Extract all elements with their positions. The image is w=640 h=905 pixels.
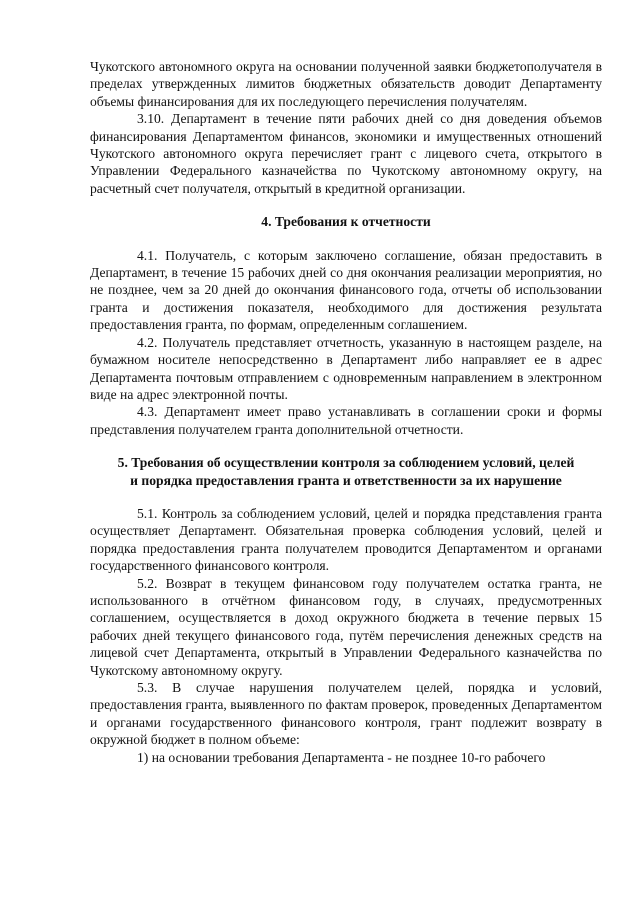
paragraph-continuation: Чукотского автономного округа на основании полученной заявки бюджетополучателя в пределах утвержденных лимитов бюджетных обязательств доводит Департаменту объемы финансирования для их последующего перечисления получателям. bbox=[90, 59, 602, 109]
paragraph-5-2: 5.2. Возврат в текущем финансовом году получателем остатка гранта, не использованного в отчётном финансовом году, в случаях, предусмотренных соглашением, осуществляется в доход окружного бюджета в течение первых 15 рабочих дней текущего финансового года, путём перечисления денежных средств на лицевой счет Департамента, открытый в Управлении Федерального казначейства по Чукотскому автономному округу. bbox=[90, 575, 602, 678]
spacer bbox=[90, 489, 602, 505]
section-4-heading: 4. Требования к отчетности bbox=[261, 214, 431, 230]
document-page bbox=[90, 58, 602, 766]
section-5-heading-line-2: и порядка предоставления гранта и ответственности за их нарушение bbox=[130, 472, 562, 488]
spacer bbox=[90, 438, 602, 454]
paragraph-4-2: 4.2. Получатель представляет отчетность, указанную в настоящем разделе, на бумажном носителе непосредственно в Департамент либо направляет ее в адрес Департамента почтовым отправлением с одновременным направлением в электронном виде на адрес электронной почты. bbox=[90, 334, 602, 402]
paragraph-5-3-item-1: 1) на основании требования Департамента - не позднее 10-го рабочего bbox=[137, 749, 546, 765]
paragraph-3-10: 3.10. Департамент в течение пяти рабочих дней со дня доведения объемов финансирования Департаментом финансов, экономики и имущественных отношений Чукотского автономного округа перечисляет грант с лицевого счета, открытого в Управлении Федерального казначейства по Чукотскому автономному округу, на расчетный счет получателя, открытый в кредитной организации. bbox=[90, 111, 602, 196]
section-5-heading-line-1: 5. Требования об осуществлении контроля за соблюдением условий, целей bbox=[117, 455, 575, 471]
spacer bbox=[90, 197, 602, 213]
paragraph-4-3: 4.3. Департамент имеет право устанавливать в соглашении сроки и формы представления получателем гранта дополнительной отчетности. bbox=[90, 404, 602, 437]
paragraph-4-1: 4.1. Получатель, с которым заключено соглашение, обязан предоставить в Департамент, в течение 15 рабочих дней со дня окончания реализации мероприятия, но не позднее, чем за 20 дней до окончания финансового года, отчеты об использовании гранта и достижения показателя, необходимого для достижения результата предоставления гранта, по формам, определенным соглашением. bbox=[90, 247, 602, 333]
paragraph-5-1: 5.1. Контроль за соблюдением условий, целей и порядка представления гранта осуществляет Департамент. Обязательная проверка соблюдения условий, целей и порядка предоставления гранта получателем проводится Департаментом и органами государственного финансового контроля. bbox=[90, 505, 602, 574]
paragraph-5-3: 5.3. В случае нарушения получателем целей, порядка и условий, предоставления гранта, выявленного по фактам проверок, проведенных Департаментом и органами государственного финансового контроля, грант подлежит возврату в окружной бюджет в полном объеме: bbox=[90, 680, 602, 748]
spacer bbox=[90, 231, 602, 247]
section-5-heading bbox=[90, 454, 602, 489]
